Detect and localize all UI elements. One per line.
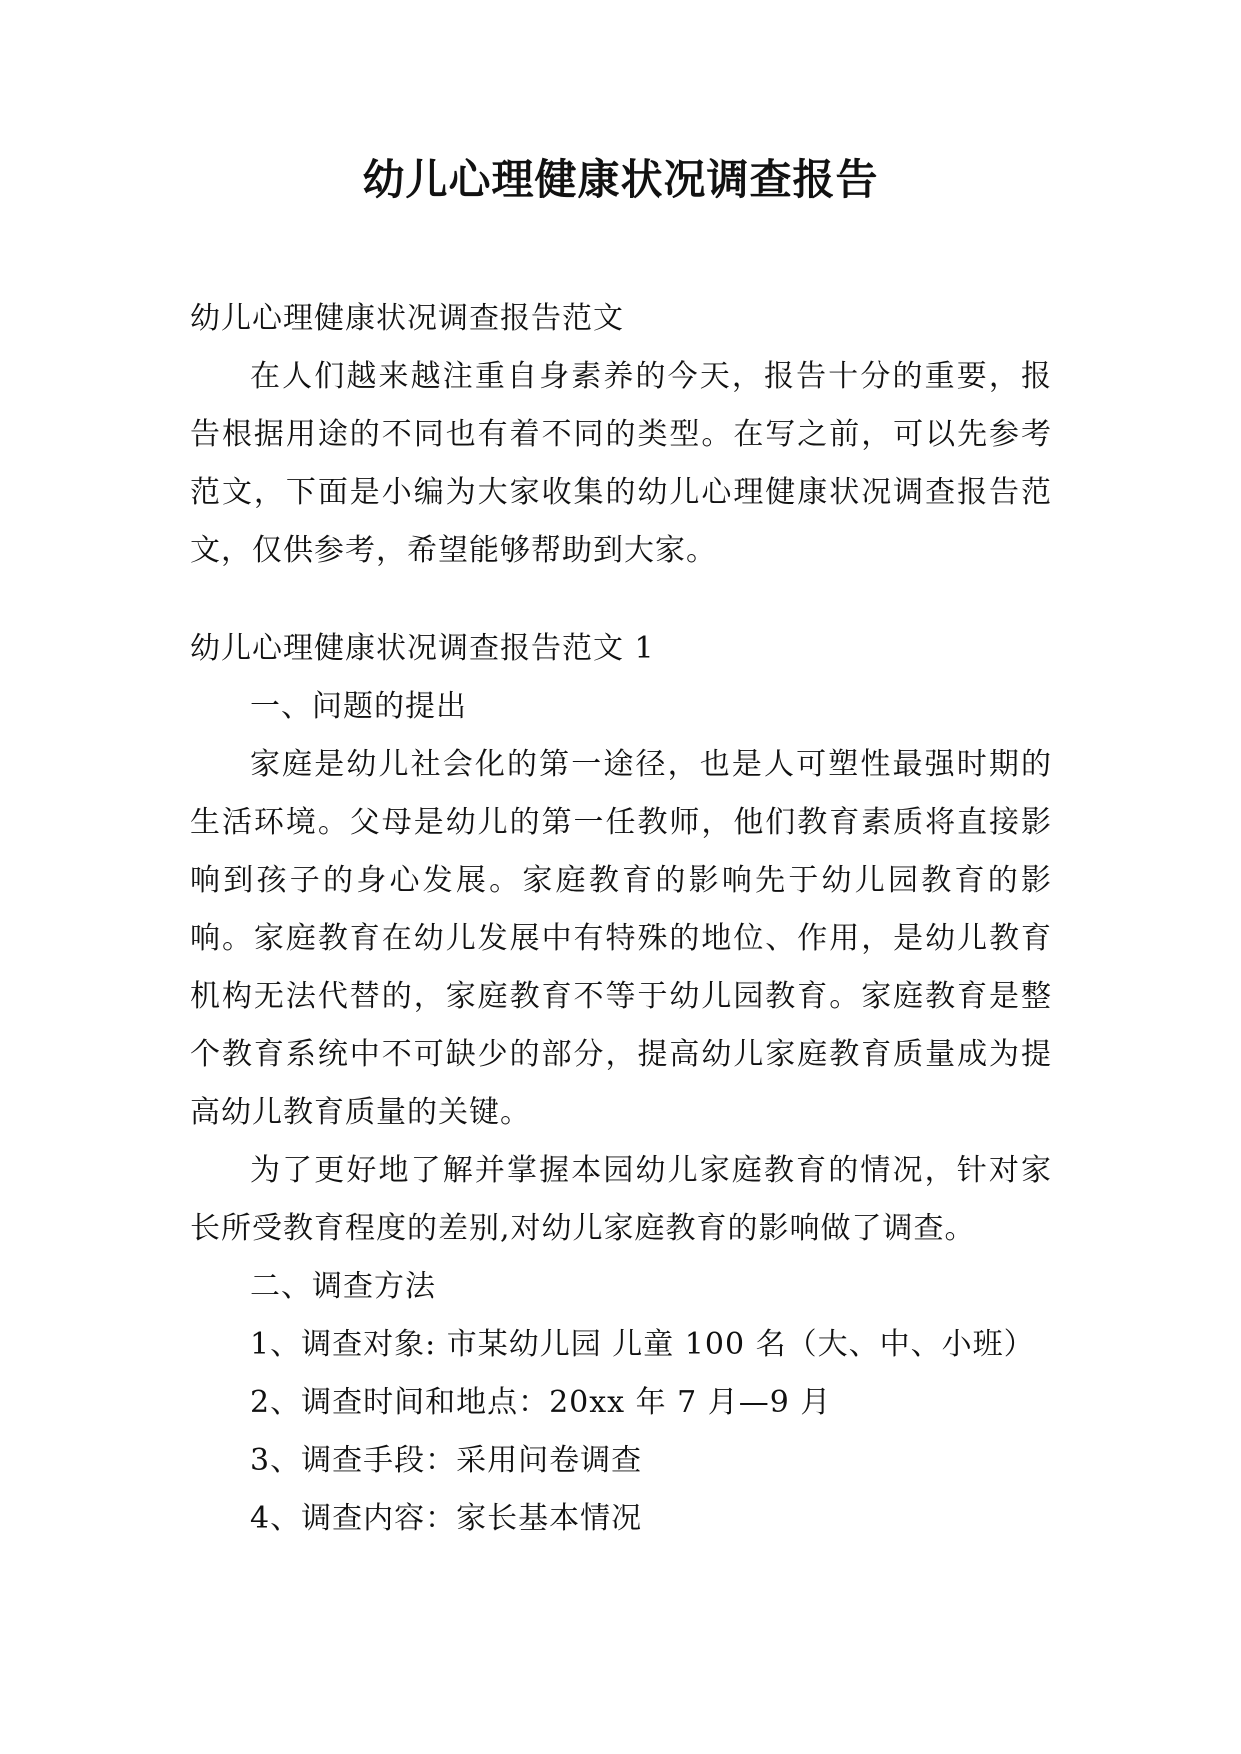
list-item-survey-content: 4、调查内容：家长基本情况 (250, 1501, 643, 1536)
document-body (190, 290, 1052, 1548)
intro-paragraph: 在人们越来越注重自身素养的今天，报告十分的重要，报告根据用途的不同也有着不同的类型。在写之前，可以先参考范文，下面是小编为大家收集的幼儿心理健康状况调查报告范文，仅供参考，希望能够帮助到大家。 (190, 359, 1052, 568)
document-title: 幼儿心理健康状况调查报告 (362, 155, 879, 204)
list-item-survey-time-place: 2、调查时间和地点：20xx 年 7 月—9 月 (250, 1385, 832, 1420)
list-item-survey-means: 3、调查手段：采用问卷调查 (250, 1443, 643, 1478)
paragraph-family-education: 家庭是幼儿社会化的第一途径，也是人可塑性最强时期的生活环境。父母是幼儿的第一任教师，他们教育素质将直接影响到孩子的身心发展。家庭教育的影响先于幼儿园教育的影响。家庭教育在幼儿发展中有特殊的地位、作用，是幼儿教育机构无法代替的，家庭教育不等于幼儿园教育。家庭教育是整个教育系统中不可缺少的部分，提高幼儿家庭教育质量成为提高幼儿教育质量的关键。 (190, 747, 1052, 1130)
paragraph-survey-purpose: 为了更好地了解并掌握本园幼儿家庭教育的情况，针对家长所受教育程度的差别,对幼儿家庭教育的影响做了调查。 (190, 1153, 1052, 1246)
subtitle-paragraph: 幼儿心理健康状况调查报告范文 (190, 301, 624, 336)
heading-survey-method: 二、调查方法 (250, 1269, 436, 1304)
list-item-survey-subjects: 1、调查对象: 市某幼儿园 儿童 100 名（大、中、小班） (250, 1327, 1035, 1362)
heading-problem-statement: 一、问题的提出 (250, 689, 467, 724)
section-heading-sample-1: 幼儿心理健康状况调查报告范文 1 (190, 631, 655, 666)
